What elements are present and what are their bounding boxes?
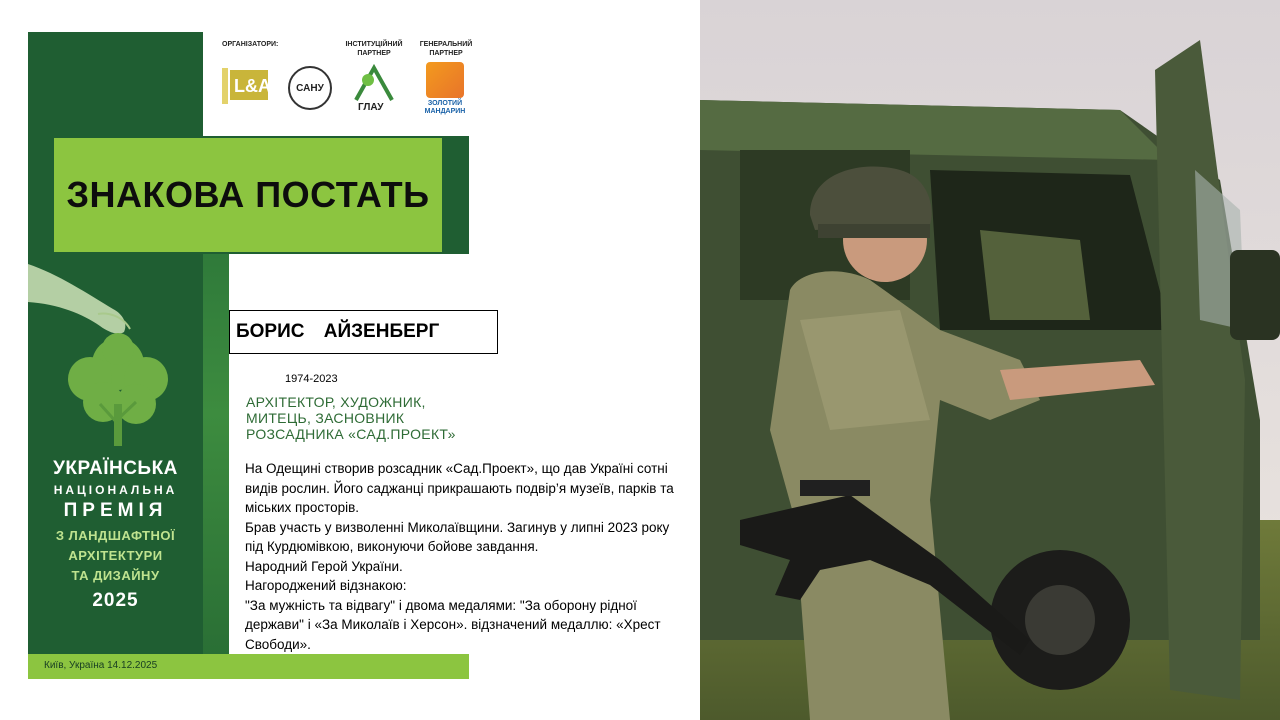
sanu-logo xyxy=(288,66,332,110)
glau-logo xyxy=(352,60,396,112)
footer-bar xyxy=(28,654,469,679)
bio-paragraph: "За мужність та відвагу" і двома медалями: "За оборону рідної держави" і «За Миколаїв і Херсон». відзначений медаллю: «Хрест Свободи». xyxy=(245,597,661,652)
person-biography xyxy=(245,459,690,654)
footer-location-date: Київ, Україна 14.12.2025 xyxy=(44,660,158,671)
glau-logo-text: ГЛАУ xyxy=(358,102,384,112)
banner-top xyxy=(28,32,203,136)
la-logo xyxy=(220,62,270,110)
bio-paragraph: Народний Герой України. xyxy=(245,558,403,574)
golden-mandarin-logo xyxy=(426,62,464,98)
award-category-3: ТА ДИЗАЙНУ xyxy=(71,568,160,583)
sanu-logo-text: САНУ xyxy=(296,82,324,94)
award-category-1: З ЛАНДШАФТНОЇ xyxy=(55,528,176,543)
award-text xyxy=(28,458,203,612)
person-name-box xyxy=(229,310,498,354)
institutional-partner-label: ІНСТИТУЦІЙНИЙ ПАРТНЕР xyxy=(345,41,403,57)
decorative-stripe xyxy=(203,254,229,654)
organizers-label: ОРГАНІЗАТОРИ: xyxy=(222,41,279,48)
award-year: 2025 xyxy=(92,590,139,611)
award-line-2: НАЦІОНАЛЬНА xyxy=(53,483,178,497)
portrait-photo xyxy=(700,0,1280,720)
general-partner-label: ГЕНЕРАЛЬНИЙ ПАРТНЕР xyxy=(419,41,473,57)
person-years: 1974-2023 xyxy=(285,373,338,385)
person-name: БОРИС АЙЗЕНБЕРГ xyxy=(236,321,440,342)
award-category xyxy=(28,526,203,586)
award-line-1: УКРАЇНСЬКА xyxy=(53,458,178,479)
bio-paragraph: Нагороджений відзнакою: xyxy=(245,578,407,593)
soldier-vehicle-photo xyxy=(700,0,1280,720)
person-role: АРХІТЕКТОР, ХУДОЖНИК, МИТЕЦЬ, ЗАСНОВНИК РОЗСАДНИКА «САД.ПРОЕКТ» xyxy=(246,394,456,442)
bio-paragraph: Брав участь у визволенні Миколаївщини. Загинув у липні 2023 року під Курдюмівкою, виконуючи бойове завдання. xyxy=(245,519,670,554)
page-title: ЗНАКОВА ПОСТАТЬ xyxy=(66,174,430,215)
award-line-3: ПРЕМІЯ xyxy=(63,500,168,521)
golden-mandarin-text: ЗОЛОТИЙ МАНДАРИН xyxy=(424,100,466,115)
la-logo-text: L&A xyxy=(234,76,270,96)
title-box xyxy=(54,138,442,252)
award-category-2: АРХІТЕКТУРИ xyxy=(68,548,163,563)
bio-paragraph: На Одещині створив розсадник «Сад.Проект», що дав Україні сотні видів рослин. Його саджанці прикрашають подвір’я музеїв, парків та міських просторів. xyxy=(245,461,674,515)
